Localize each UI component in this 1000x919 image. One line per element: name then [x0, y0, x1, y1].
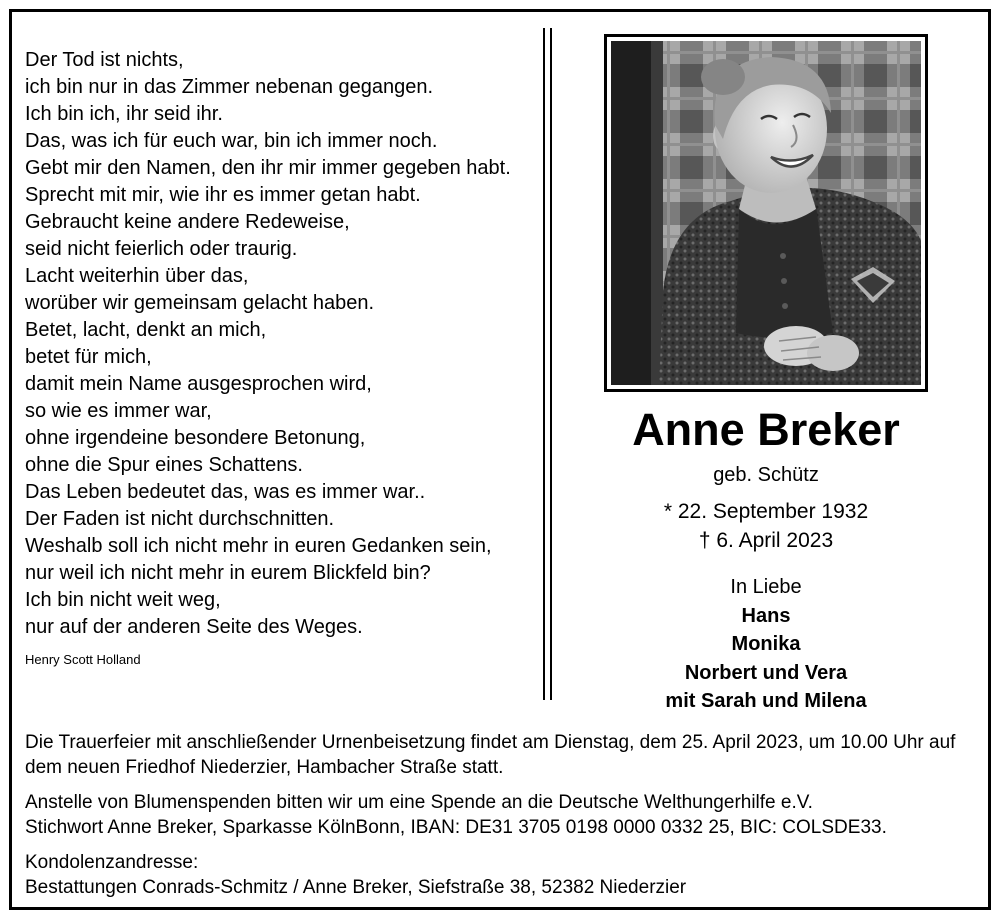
ceremony-line: dem neuen Friedhof Niederzier, Hambacher Straße statt. — [25, 757, 504, 778]
poem-author: Henry Scott Holland — [25, 652, 141, 667]
ceremony-notice — [25, 730, 983, 780]
poem-line: nur auf der anderen Seite des Weges. — [25, 616, 363, 638]
portrait-photo — [611, 41, 921, 385]
poem-line: betet für mich, — [25, 346, 152, 368]
mourner-name: Hans — [741, 604, 791, 627]
poem-line: ich bin nur in das Zimmer nebenan gegangen. — [25, 76, 434, 98]
condolence-notice — [25, 850, 983, 900]
condolence-address: Bestattungen Conrads-Schmitz / Anne Breker, Siefstraße 38, 52382 Niederzier — [25, 877, 687, 898]
poem-line: worüber wir gemeinsam gelacht haben. — [25, 292, 375, 314]
poem-line: Ich bin ich, ihr seid ihr. — [25, 103, 223, 125]
donation-line: Stichwort Anne Breker, Sparkasse KölnBonn, IBAN: DE31 3705 0198 0000 0332 25, BIC: COLSDE33. — [25, 817, 887, 838]
poem-line: so wie es immer war, — [25, 400, 212, 422]
birth-date: * 22. September 1932 — [663, 500, 869, 523]
mourners-intro: In Liebe — [730, 576, 802, 598]
poem — [25, 47, 530, 641]
condolence-label: Kondolenzandresse: — [25, 852, 199, 873]
poem-line: ohne irgendeine besondere Betonung, — [25, 427, 366, 449]
mourner-name: mit Sarah und Milena — [665, 690, 867, 712]
poem-line: Das Leben bedeutet das, was es immer war.. — [25, 481, 426, 503]
mourner-name: Norbert und Vera — [684, 661, 848, 684]
divider-line-left — [543, 28, 545, 700]
poem-line: Gebt mir den Namen, den ihr mir immer gegeben habt. — [25, 157, 511, 179]
ceremony-line: Die Trauerfeier mit anschließender Urnenbeisetzung findet am Dienstag, dem 25. April 2023, um 10.00 Uhr auf — [25, 732, 956, 753]
poem-line: Ich bin nicht weit weg, — [25, 589, 221, 611]
donation-line: Anstelle von Blumenspenden bitten wir um eine Spende an die Deutsche Welthungerhilfe e.V. — [25, 792, 813, 813]
poem-line: Betet, lacht, denkt an mich, — [25, 319, 267, 341]
mourners — [580, 573, 952, 716]
birth-name: geb. Schütz — [713, 464, 819, 486]
poem-line: Weshalb soll ich nicht mehr in euren Gedanken sein, — [25, 535, 492, 557]
poem-line: seid nicht feierlich oder traurig. — [25, 238, 298, 260]
death-date: † 6. April 2023 — [698, 529, 834, 552]
life-dates — [580, 497, 952, 555]
poem-line: Das, was ich für euch war, bin ich immer noch. — [25, 130, 438, 152]
deceased-name: Anne Breker — [632, 404, 900, 455]
mourner-name: Monika — [731, 633, 801, 655]
poem-line: Der Tod ist nichts, — [25, 49, 184, 71]
divider-line-right — [550, 28, 552, 700]
poem-line: nur weil ich nicht mehr in eurem Blickfeld bin? — [25, 562, 431, 584]
poem-line: ohne die Spur eines Schattens. — [25, 454, 303, 476]
poem-line: Der Faden ist nicht durchschnitten. — [25, 508, 335, 530]
poem-line: Gebraucht keine andere Redeweise, — [25, 211, 350, 233]
poem-line: Sprecht mit mir, wie ihr es immer getan habt. — [25, 184, 421, 206]
donation-notice — [25, 790, 983, 840]
poem-line: damit mein Name ausgesprochen wird, — [25, 373, 372, 395]
poem-line: Lacht weiterhin über das, — [25, 265, 249, 287]
portrait-frame — [604, 34, 928, 392]
